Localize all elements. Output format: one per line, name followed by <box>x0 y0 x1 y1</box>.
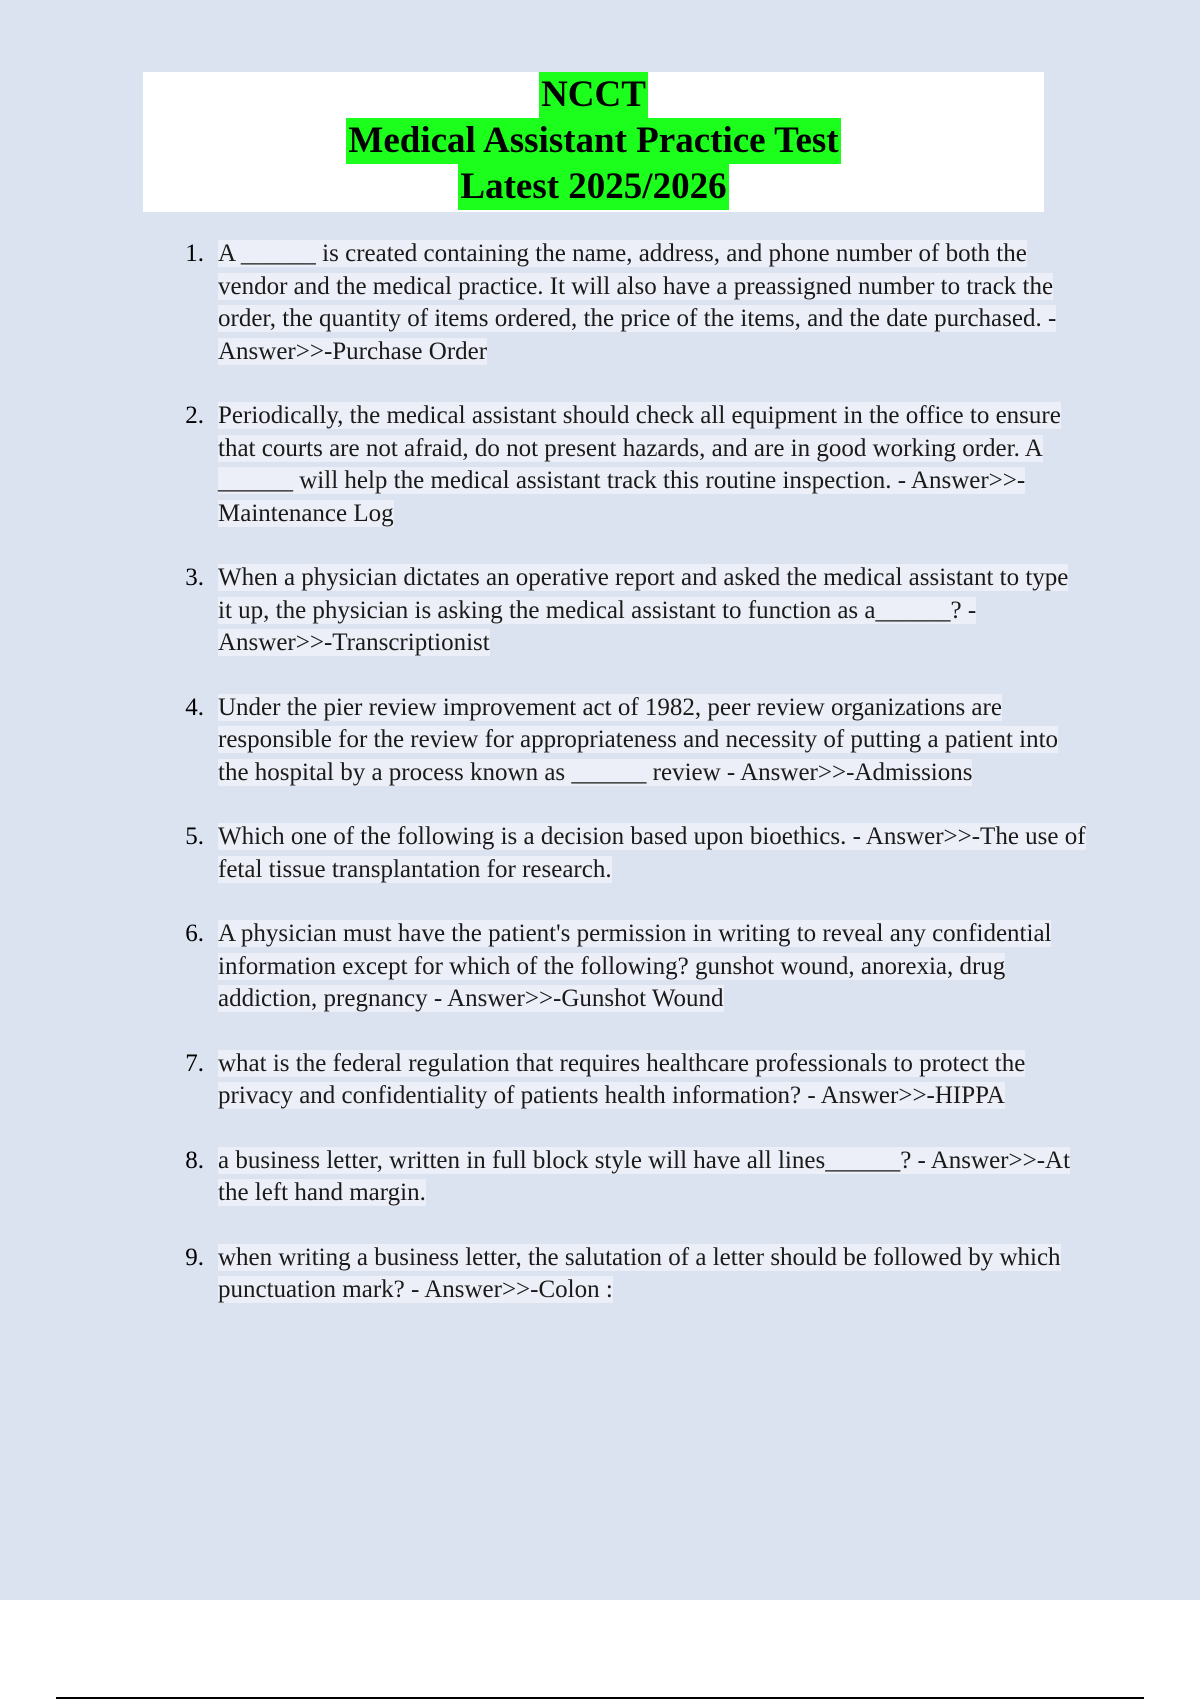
title-practice-test: Medical Assistant Practice Test <box>346 118 840 164</box>
question-item-1 <box>168 238 1088 368</box>
question-item-7 <box>168 1048 1088 1113</box>
question-text: Which one of the following is a decision based upon bioethics. - Answer>>-The use of fetal tissue transplantation for research. <box>218 823 1086 883</box>
question-number: 6. <box>185 920 204 947</box>
question-text: A physician must have the patient's permission in writing to reveal any confidential information except for which of the following? gunshot wound, anorexia, drug addiction, pregnancy - Answer>>-Gunshot Wound <box>218 920 1052 1012</box>
question-text: what is the federal regulation that requires healthcare professionals to protect the privacy and confidentiality of patients health information? - Answer>>-HIPPA <box>218 1049 1026 1109</box>
question-number: 4. <box>185 693 204 721</box>
question-text: a business letter, written in full block style will have all lines______? - Answer>>-At the left hand margin. <box>218 1146 1071 1206</box>
question-list <box>168 238 1088 1339</box>
question-text: when writing a business letter, the salutation of a letter should be followed by which punctuation mark? - Answer>>-Colon : <box>218 1243 1061 1303</box>
question-number: 1. <box>185 240 204 267</box>
question-number: 2. <box>185 402 204 429</box>
question-number: 5. <box>185 823 204 850</box>
question-item-9 <box>168 1242 1088 1307</box>
title-edition: Latest 2025/2026 <box>458 164 728 210</box>
question-text: When a physician dictates an operative report and asked the medical assistant to type it up, the physician is asking the medical assistant to function as a______? - Answer>>-Transcriptionist <box>218 564 1069 656</box>
question-text: Periodically, the medical assistant should check all equipment in the office to ensure that courts are not afraid, do not present hazards, and are in good working order. A ______ will help the medical assistant track this routine inspection. - Answer>>-Maintenance Log <box>218 402 1061 527</box>
question-item-6 <box>168 918 1088 1016</box>
question-number: 7. <box>185 1049 204 1077</box>
title-ncct: NCCT <box>539 72 648 118</box>
question-number: 3. <box>185 564 204 591</box>
question-text: A ______ is created containing the name, address, and phone number of both the vendor and the medical practice. It will also have a preassigned number to track the order, the quantity of items ordered, the price of the items, and the date purchased. - Answer>>-Purchase Order <box>218 240 1057 365</box>
question-item-5 <box>168 821 1088 886</box>
question-number: 8. <box>185 1146 204 1174</box>
footer-divider <box>56 1697 1144 1699</box>
title-block <box>143 72 1044 212</box>
question-number: 9. <box>185 1243 204 1271</box>
question-item-8 <box>168 1145 1088 1210</box>
question-item-3 <box>168 562 1088 660</box>
question-item-2 <box>168 400 1088 530</box>
question-item-4 <box>168 692 1088 790</box>
question-text: Under the pier review improvement act of 1982, peer review organizations are responsible for the review for appropriateness and necessity of putting a patient into the hospital by a process known as ______ review - Answer>>-Admissions <box>218 693 1059 786</box>
